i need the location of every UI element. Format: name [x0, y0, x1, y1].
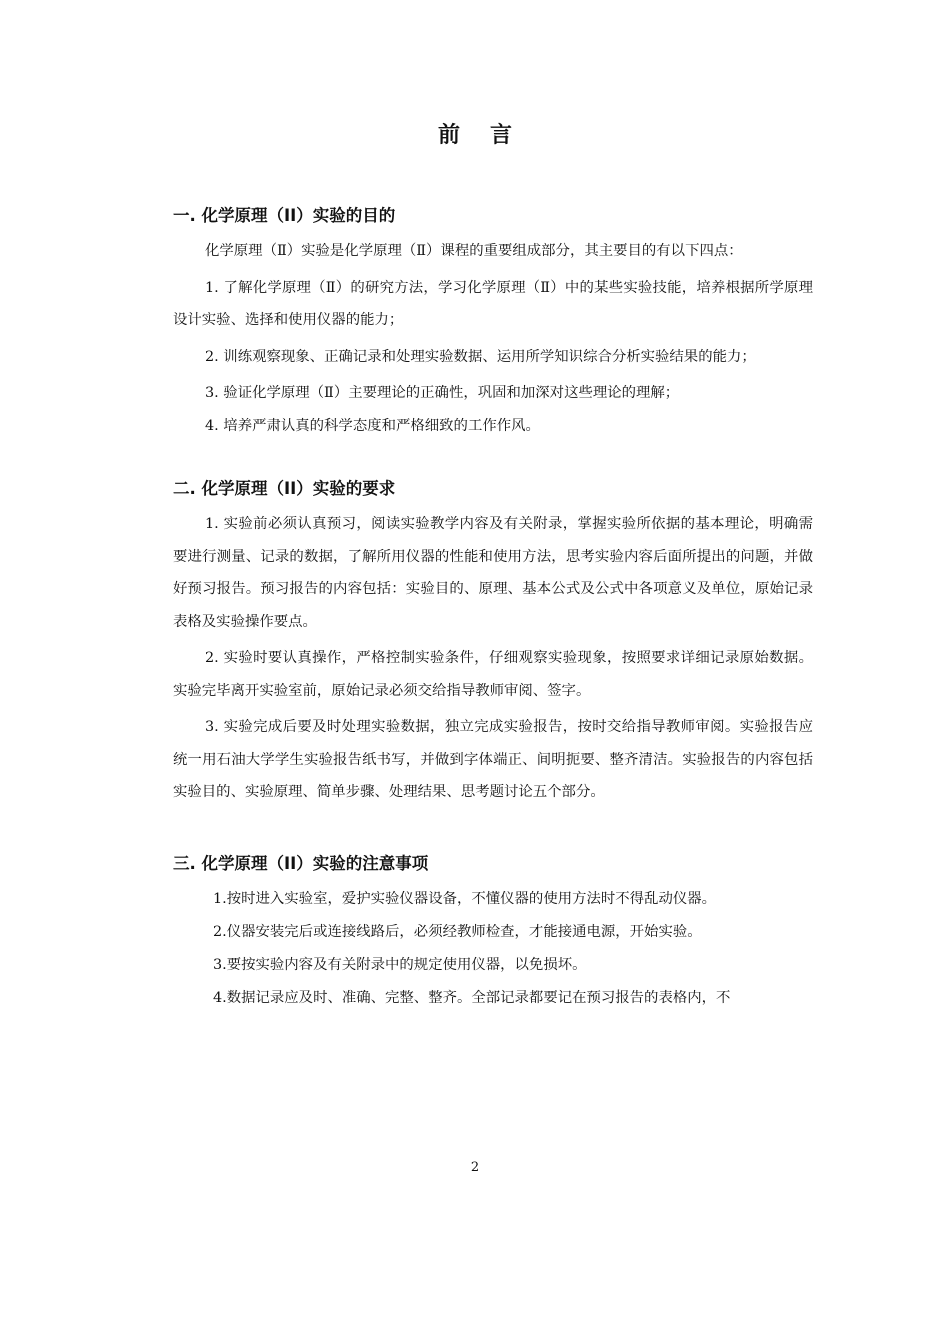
list-item: 1. 了解化学原理（Ⅱ）的研究方法，学习化学原理（Ⅱ）中的某些实验技能，培养根据所学原理设计实验、选择和使用仪器的能力；: [173, 279, 813, 328]
document-body: [173, 203, 813, 1015]
section-purpose: [173, 203, 813, 442]
list-item: 1.按时进入实验室，爱护实验仪器设备，不懂仪器的使用方法时不得乱动仪器。: [213, 890, 717, 907]
section-heading: 三. 化学原理（II）实验的注意事项: [173, 853, 429, 873]
list-item: 3. 实验完成后要及时处理实验数据，独立完成实验报告，按时交给指导教师审阅。实验报告应统一用石油大学学生实验报告纸书写，并做到字体端正、间明扼要、整齐清洁。实验报告的内容包括实验目的、实验原理、简单步骤、处理结果、思考题讨论五个部分。: [173, 719, 813, 800]
section-heading: 一. 化学原理（II）实验的目的: [173, 206, 396, 225]
section-precautions: [173, 851, 813, 1015]
list-item: 4.数据记录应及时、准确、完整、整齐。全部记录都要记在预习报告的表格内，不: [213, 989, 731, 1006]
section-heading: 二. 化学原理（II）实验的要求: [173, 479, 396, 498]
list-item: 3. 验证化学原理（Ⅱ）主要理论的正确性，巩固和加深对这些理论的理解；: [205, 385, 680, 401]
list-item: 2. 训练观察现象、正确记录和处理实验数据、运用所学知识综合分析实验结果的能力；: [205, 348, 756, 365]
list-item: 3.要按实验内容及有关附录中的规定使用仪器，以免损坏。: [213, 956, 587, 973]
list-item: 1. 实验前必须认真预习，阅读实验教学内容及有关附录，掌握实验所依据的基本理论，明确需要进行测量、记录的数据，了解所用仪器的性能和使用方法，思考实验内容后面所提出的问题，并做好预习报告。预习报告的内容包括：实验目的、原理、基本公式及公式中各项意义及单位，原始记录表格及实验操作要点。: [173, 516, 813, 630]
page-number: 2: [470, 1160, 480, 1175]
list-item: 2.仪器安装完后或连接线路后，必须经教师检查，才能接通电源，开始实验。: [213, 923, 702, 940]
section-intro: 化学原理（Ⅱ）实验是化学原理（Ⅱ）课程的重要组成部分，其主要目的有以下四点：: [205, 243, 743, 259]
section-requirements: [173, 476, 813, 809]
list-item: 2. 实验时要认真操作，严格控制实验条件，仔细观察实验现象，按照要求详细记录原始数据。实验完毕离开实验室前，原始记录必须交给指导教师审阅、签字。: [173, 650, 813, 699]
list-item: 4. 培养严肃认真的科学态度和严格细致的工作作风。: [205, 417, 540, 434]
page-title: 前言: [437, 123, 542, 148]
